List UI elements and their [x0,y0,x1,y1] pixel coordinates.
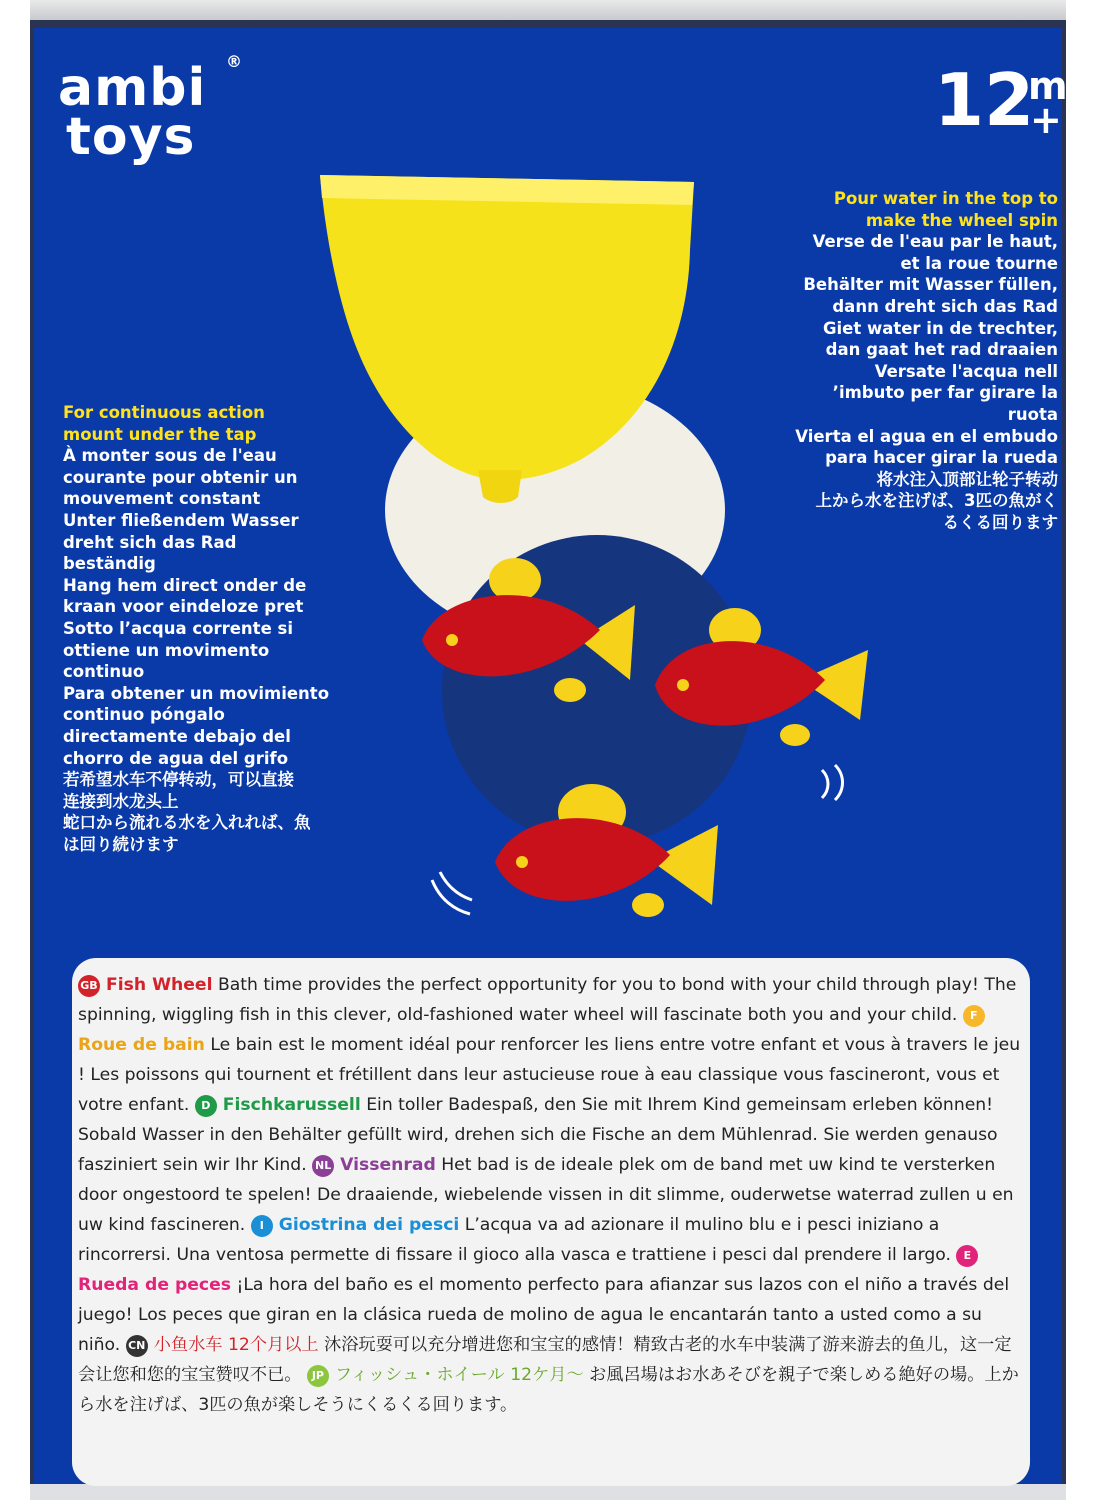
language-badge-f: F [963,1005,985,1027]
text-cn: 沐浴玩耍可以充分增进您和宝宝的感情！精致古老的水车中装满了游来游去的鱼儿，这一定会让您和您的宝宝赞叹不已。 [78,1335,1012,1385]
text-f: Le bain est le moment idéal pour renforcer les liens entre votre enfant et vous à travers le jeu ! Les poissons qui tournent et frétillent dans leur astucieuse roue à eau classique vous fascineront, vous et votre enfant. [78,1035,1021,1115]
continuous-line: beständig [63,554,156,574]
pour-water-instructions [760,188,1058,534]
title-d: Fischkarussell [222,1095,361,1115]
continuous-line: 若希望水车不停转动，可以直接 [63,770,294,790]
language-badge-e: E [956,1245,978,1267]
continuous-heading-1: For continuous action [63,403,265,422]
continuous-line: courante pour obtenir un [63,467,298,487]
text-e: ¡La hora del baño es el momento perfecto para afianzar sus lazos con el niño a través del juego! Los peces que giran en la clásica rueda de molino de agua le encantarán tanto a usted como a su niño. [78,1275,1010,1355]
text-nl: Het bad is de ideale plek om de band met uw kind te versterken door ongestoord te spelen! De draaiende, wiebelende vissen in dit slimme, ouderwetse waterrad zullen u en uw kind fascineren. [78,1155,1014,1235]
pour-line: ruota [1007,404,1058,424]
continuous-line: continuo [63,662,145,682]
pour-line: Verse de l'eau par le haut, [812,232,1058,252]
pour-line: Versate l'acqua nell [874,361,1058,381]
title-i: Giostrina dei pesci [278,1215,460,1235]
title-nl: Vissenrad [340,1155,436,1175]
title-jp: フィッシュ・ホイール [334,1365,505,1385]
continuous-heading-2: mount under the tap [63,424,257,444]
continuous-line: kraan voor eindeloze pret [63,597,304,617]
age-number: 12 [934,58,1035,142]
title-e: Rueda de peces [78,1275,231,1295]
pour-line: るくる回ります [942,512,1058,532]
language-badge-d: D [195,1095,217,1117]
box-bottom-edge [30,1484,1066,1500]
brand-line1: ambi [58,58,207,118]
pour-heading-1: Pour water in the top to [833,189,1058,208]
text-i: L’acqua va ad azionare il mulino blu e i pesci iniziano a rincorrersi. Una ventosa permette di fissare il gioco alla vasca e trattiene i pesci dal prendere il largo. [78,1215,951,1265]
multilingual-description [78,970,1028,1420]
language-badge-gb: GB [78,975,100,997]
brand-line2: toys [66,107,196,168]
title-cn: 小鱼水车 [153,1335,223,1355]
pour-heading-2: make the wheel spin [865,210,1058,230]
continuous-action-instructions [63,402,363,855]
title-f: Roue de bain [78,1035,205,1055]
language-badge-i: I [251,1215,273,1237]
pour-line: ’imbuto per far girare la [832,383,1058,403]
pour-line: Behälter mit Wasser füllen, [803,275,1058,295]
pour-line: para hacer girar la rueda [825,448,1058,468]
continuous-line: À monter sous de l'eau [63,446,277,466]
continuous-line: chorro de agua del grifo [63,748,289,768]
continuous-line: 蛇口から流れる水を入れれば、魚 [63,813,311,833]
continuous-line: continuo póngalo [63,705,225,725]
pour-line: 将水注入顶部让轮子转动 [876,469,1058,489]
language-badge-jp: JP [307,1365,329,1387]
pour-line: et la roue tourne [900,253,1058,273]
continuous-line: directamente debajo del [63,726,291,746]
pour-line: Vierta el agua en el embudo [795,426,1058,446]
age-jp: 12ケ月〜 [510,1365,584,1385]
text-d: Ein toller Badespaß, den Sie mit Ihrem Kind gemeinsam erleben können! Sobald Wasser in den Behälter gefüllt wird, drehen sich die Fische an dem Mühlenrad. Sie werden genauso fasziniert sein wir Ihr Kind. [78,1095,998,1175]
continuous-line: Hang hem direct onder de [63,575,307,595]
pour-line: dann dreht sich das Rad [832,296,1058,316]
pour-line: 上から水を注げば、3匹の魚がく [815,491,1058,511]
age-plus: + [1030,98,1062,142]
text-gb: Bath time provides the perfect opportunity for you to bond with your child through play! The spinning, wiggling fish in this clever, old-fashioned water wheel will fascinate both you and your child. [78,975,1017,1025]
language-badge-cn: CN [126,1335,148,1357]
age-unit: m [1028,64,1068,108]
continuous-line: Para obtener un movimiento [63,683,330,703]
continuous-line: Unter fließendem Wasser [63,510,299,530]
continuous-line: 连接到水龙头上 [63,791,179,811]
pour-line: dan gaat het rad draaien [825,340,1058,360]
age-cn: 12个月以上 [227,1335,319,1355]
continuous-line: ottiene un movimento [63,640,270,660]
pour-line: Giet water in de trechter, [822,318,1058,338]
continuous-line: dreht sich das Rad [63,532,237,552]
language-badge-nl: NL [312,1155,334,1177]
continuous-line: Sotto l’acqua corrente si [63,618,293,638]
text-jp: お風呂場はお水あそびを親子で楽しめる絶好の場。上から水を注げば、3匹の魚が楽しそうにくるくる回ります。 [78,1365,1019,1415]
continuous-line: mouvement constant [63,489,261,509]
title-gb: Fish Wheel [106,975,213,995]
registered-mark: ® [226,52,242,71]
continuous-line: は回り続けます [63,834,179,854]
